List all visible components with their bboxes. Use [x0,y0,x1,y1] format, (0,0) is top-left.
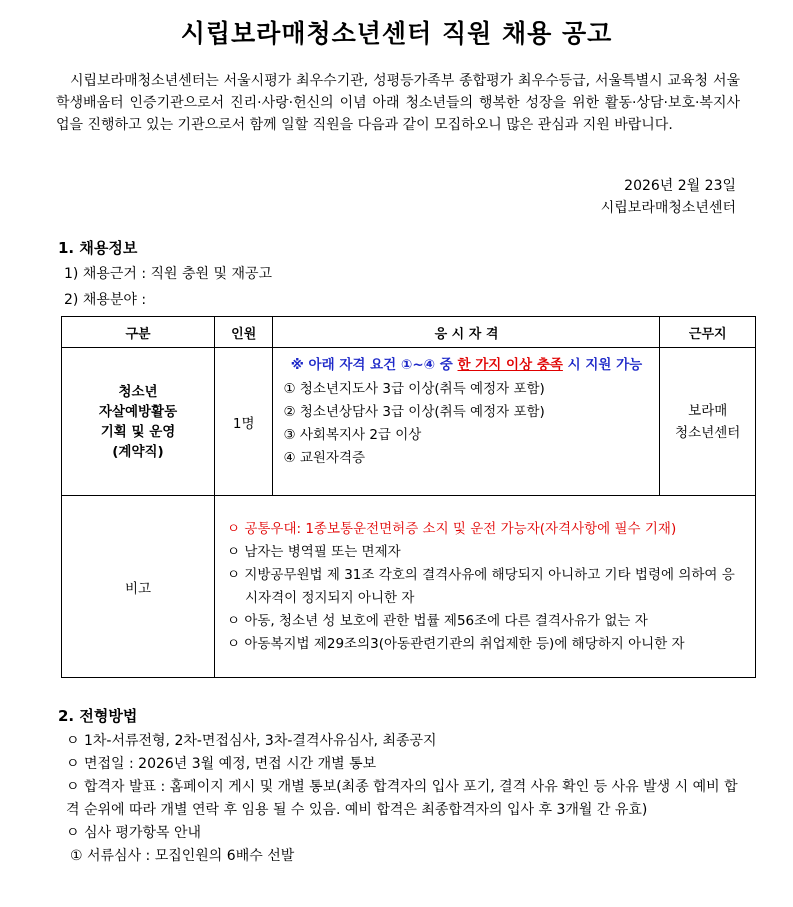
recruit-field: 2) 채용분야 : [64,292,147,308]
list-item: ㅇ 심사 평가항목 안내 [66,825,202,841]
table-header-row [62,317,756,348]
qualification-cell [273,348,660,496]
remark-item: ㅇ 남자는 병역필 또는 면제자 [227,543,401,560]
section2-heading: 2. 전형방법 [58,707,138,725]
header-category: 구분 [62,317,215,348]
list-item: ㅇ 1차-서류전형, 2차-면접심사, 3차-결격사유심사, 최종공지 [66,733,437,749]
intro-paragraph: 시립보라매청소년센터는 서울시평가 최우수기관, 성평등가족부 종합평가 최우수등급, 서울특별시 교육청 서울학생배움터 인증기관으로서 진리·사랑·헌신의 이념 아래 청소년들의 행복한 성장을 위한 활동·상담·보호·복지사업을 진행하고 있는 기관으로서 함께 일할 직원을 다음과 같이 모집하오니 많은 관심과 지원 바랍니다. [56,73,740,133]
recruitment-table [61,316,756,678]
issuing-organization: 시립보라매청소년센터 [600,200,736,216]
header-qualification: 응 시 자 격 [273,317,660,348]
page-title: 시립보라매청소년센터 직원 채용 공고 [180,19,613,48]
remark-item: ㅇ 지방공무원법 제 31조 각호의 결격사유에 해당되지 아니하고 기타 법령에 의하여 응시자격이 정지되지 아니한 자 [227,566,735,606]
remark-item: ㅇ 아동, 청소년 성 보호에 관한 법률 제56조에 다른 결격사유가 없는 자 [227,612,648,629]
table-row [62,348,756,496]
remark-item: ㅇ 아동복지법 제29조의3(아동관련기관의 취업제한 등)에 해당하지 아니한 자 [227,635,685,652]
header-location: 근무지 [660,317,756,348]
qualification-notice: ※ 아래 자격 요건 ①~④ 중 한 가지 이상 충족 시 지원 가능 [290,357,643,373]
headcount-cell: 1명 [215,348,273,496]
qualification-emphasis: 한 가지 이상 충족 [457,357,563,373]
remarks-cell [215,496,756,678]
remark-item: ㅇ 공통우대: 1종보통운전면허증 소지 및 운전 가능자(자격사항에 필수 기재) [227,520,677,537]
notice-date: 2026년 2월 23일 [624,178,736,194]
section1-heading: 1. 채용정보 [58,239,138,257]
recruit-basis: 1) 채용근거 : 직원 충원 및 재공고 [64,266,273,282]
remarks-label: 비고 [62,496,215,678]
header-count: 인원 [215,317,273,348]
qualification-item: ④ 교원자격증 [283,450,366,466]
list-item: ㅇ 합격자 발표 : 홈페이지 게시 및 개별 통보(최종 합격자의 입사 포기, 결격 사유 확인 등 사유 발생 시 예비 합격 순위에 따라 개별 연락 후 임용 될 수 있음. 예비 합격은 최종합격자의 입사 후 3개월 간 유효) [66,779,738,818]
list-item: ① 서류심사 : 모집인원의 6배수 선발 [70,848,295,864]
qualification-item: ② 청소년상담사 3급 이상(취득 예정자 포함) [283,404,545,420]
qualification-item: ① 청소년지도사 3급 이상(취득 예정자 포함) [283,381,545,397]
list-item: ㅇ 면접일 : 2026년 3월 예정, 면접 시간 개별 통보 [66,756,377,772]
qualification-item: ③ 사회복지사 2급 이상 [283,427,422,443]
selection-list [58,730,742,868]
location-cell: 보라매 청소년센터 [660,348,756,496]
category-cell: 청소년 자살예방활동 기획 및 운영 (계약직) [62,348,215,496]
remarks-row [62,496,756,678]
